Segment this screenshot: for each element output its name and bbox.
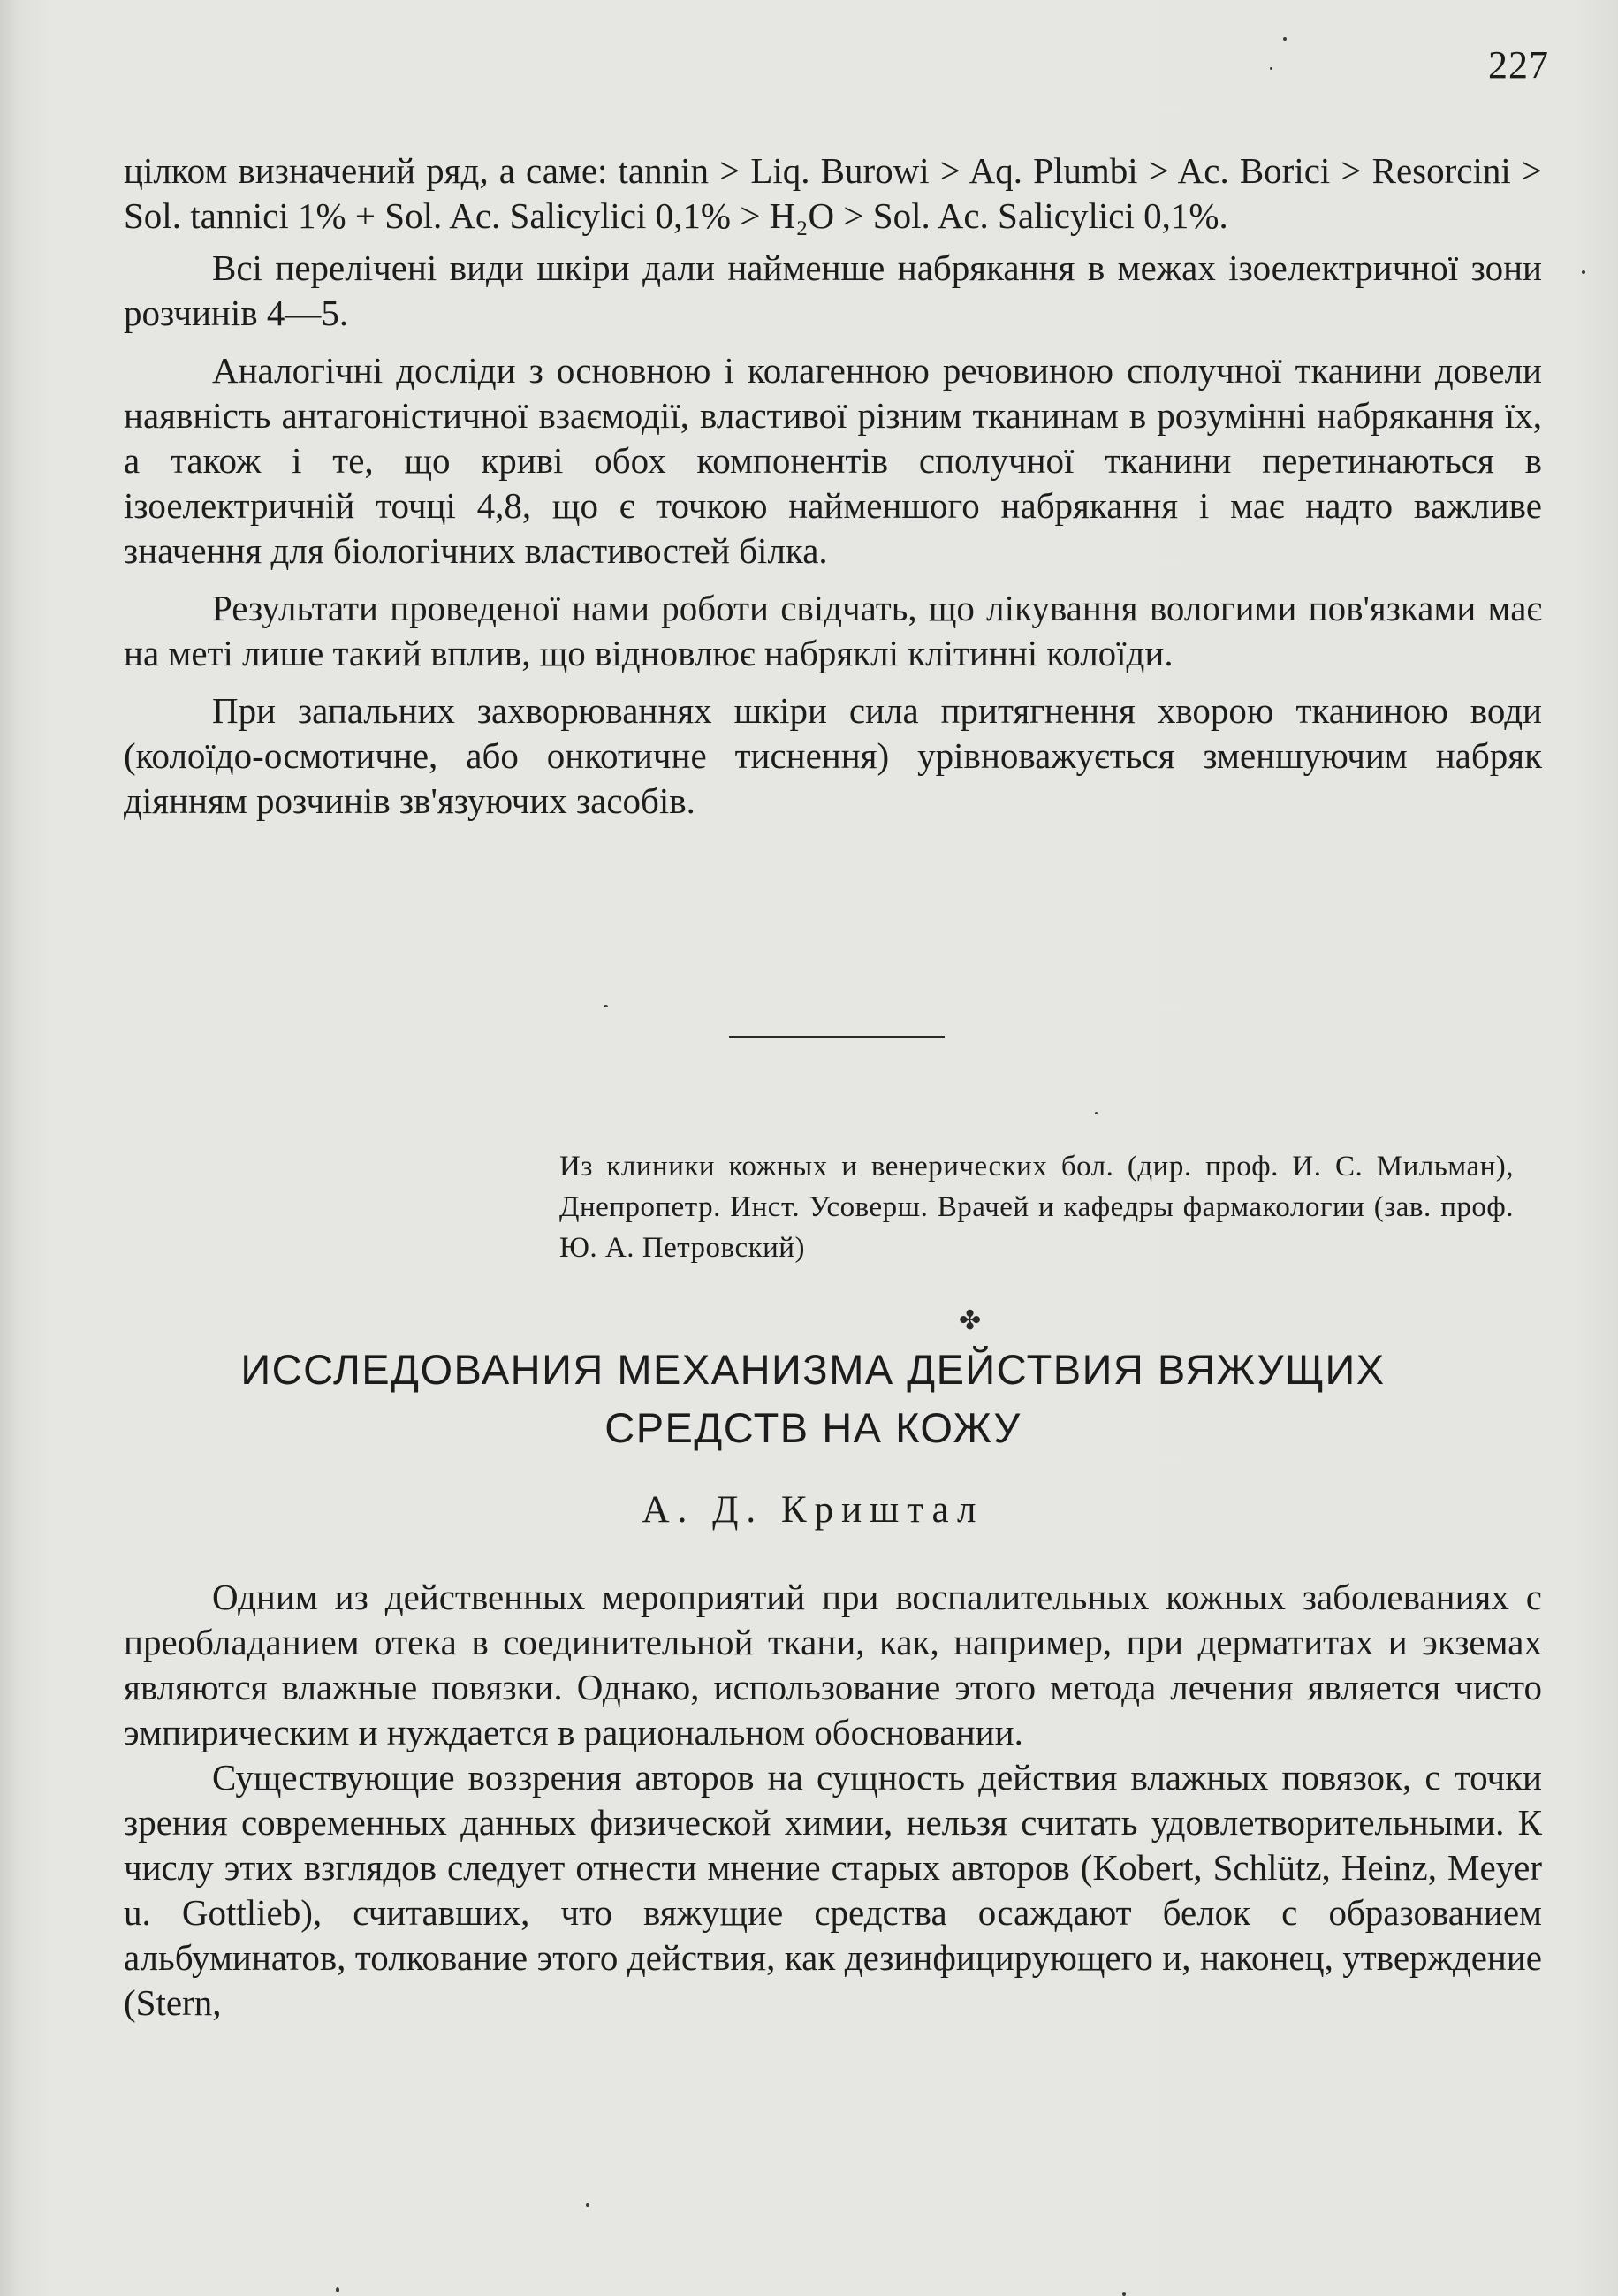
paragraph-inflammation: При запальних захворюваннях шкіри сила притягнення хворою тканиною води (колоїдо-осмотичне, або онкотичне тиснення) урівноважується зменшуючим набряк діянням розчинів зв'язуючих засобів. [124, 690, 1542, 821]
print-speck [336, 2287, 339, 2292]
print-speck [1582, 270, 1585, 274]
article-title-line-2: СРЕДСТВ НА КОЖУ [604, 1404, 1022, 1451]
print-speck [1283, 37, 1287, 41]
article-author: А. Д. Криштал [642, 1489, 984, 1531]
print-speck [604, 1005, 608, 1007]
paragraph-collagen: Аналогічні досліди з основною і колагенною речовиною сполучної тканини довели наявність антагоністичної взаємодії, властивої різним тканинам в розумінні набрякання їх, а також і те, що криві обох компонентів сполучної тканини перетинаються в ізоелектричній точці 4,8, що є точкою найменшого набрякання і має надто важливе значення для біологічних властивостей білка. [124, 350, 1542, 571]
article-paragraph-1: Одним из действенных мероприятий при воспалительных кожных заболеваниях с преобладанием отека в соединительной ткани, как, например, при дерматитах и экземах являются влажные повязки. Однако, использование этого метода лечения является чисто эмпирическим и нуждается в рациональном обосновании. [124, 1577, 1542, 1752]
paragraph-results: Результати проведеної нами роботи свідчать, що лікування вологими пов'язками має на меті лише такий вплив, що відновлює набряклі клітинні колоїди. [124, 588, 1542, 673]
print-speck [1122, 2292, 1126, 2296]
paragraph-series: цілком визначений ряд, а саме: tannin > Liq. Burowi > Aq. Plumbi > Ac. Borici > Resorcini > Sol. tannici 1% + Sol. Ac. Salicylici 0,1% > H₂O > Sol. Ac. Salicylici 0,1%. [124, 150, 1542, 236]
section-divider [729, 1036, 945, 1038]
affiliation-note: Из клиники кожных и венерических бол. (дир. проф. И. С. Мильман), Днепропетр. Инст. Усоверш. Врачей и кафедры фармакологии (зав. проф. Ю. А. Петровский) [559, 1151, 1514, 1264]
article-title-line-1: ИССЛЕДОВАНИЯ МЕХАНИЗМА ДЕЙСТВИЯ ВЯЖУЩИХ [240, 1346, 1386, 1393]
article-body [124, 1575, 1542, 2026]
ornament-mark-icon: ✤ [959, 1305, 982, 1336]
article-title [124, 1341, 1502, 1457]
article-paragraph-2: Существующие воззрения авторов на сущность действия влажных повязок, с точки зрения современных данных физической химии, нельзя считать удовлетворительными. К числу этих взглядов следует отнести мнение старых авторов (Kobert, Schlütz, Heinz, Meyer u. Gottlieb), считавших, что вяжущие средства осаждают белок с образованием альбуминатов, толкование этого действия, как дезинфицирующего и, наконец, утверждение (Stern, [124, 1757, 1542, 2023]
page-number: 227 [1488, 43, 1549, 87]
print-speck [586, 2203, 589, 2207]
print-speck [1270, 67, 1272, 70]
print-speck [1095, 1112, 1098, 1114]
paragraph-isoelectric: Всі перелічені види шкіри дали найменше набрякання в межах ізоелектричної зони розчинів 4—5. [124, 247, 1542, 333]
ukrainian-section [124, 148, 1542, 824]
